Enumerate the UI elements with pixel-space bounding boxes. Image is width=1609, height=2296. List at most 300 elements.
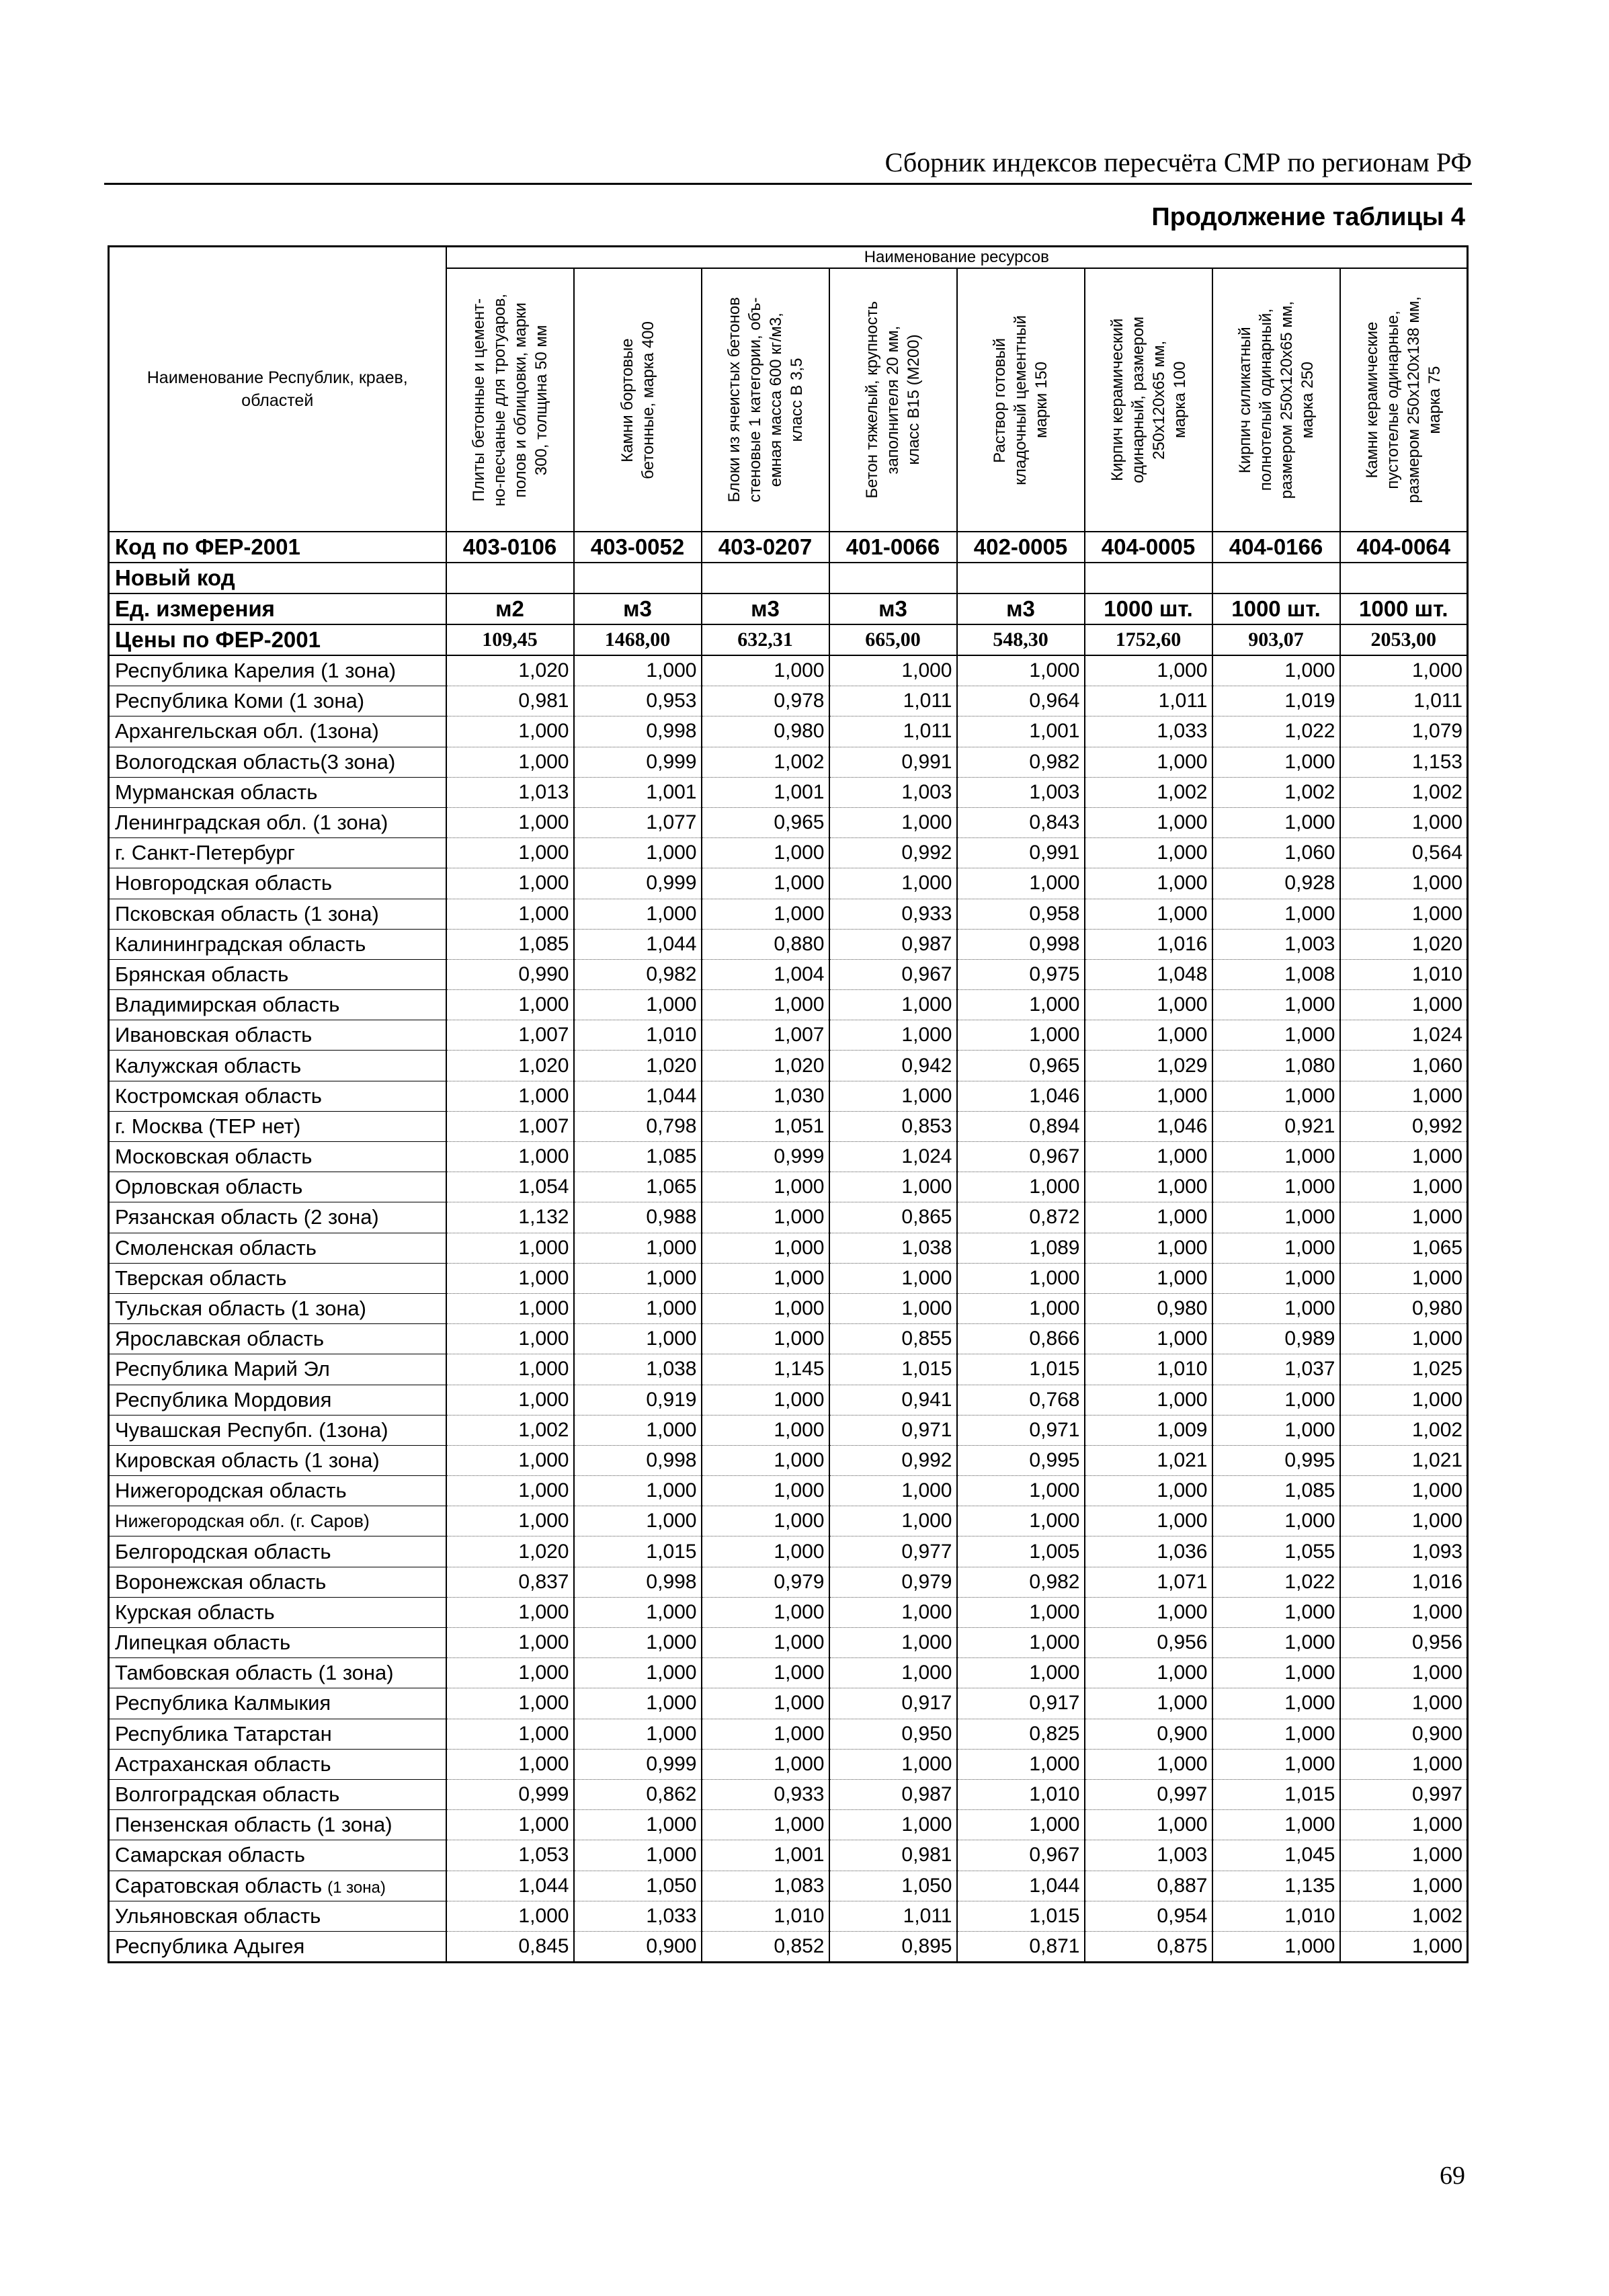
index-value: 0,988 xyxy=(574,1202,702,1233)
index-value: 0,979 xyxy=(702,1567,829,1597)
index-table xyxy=(108,245,1469,1963)
table-row xyxy=(109,1901,1468,1931)
region-name-text: Вологодская область(3 зона) xyxy=(115,749,396,774)
index-value: 1,000 xyxy=(574,1688,702,1719)
index-value: 1,000 xyxy=(1212,1688,1340,1719)
region-name xyxy=(109,1779,446,1809)
index-value: 1,000 xyxy=(829,1081,957,1111)
price-cell: 632,31 xyxy=(702,624,829,655)
index-value: 1,000 xyxy=(1212,1931,1340,1962)
region-name xyxy=(109,1719,446,1749)
index-value: 1,000 xyxy=(957,1263,1085,1293)
index-value: 1,029 xyxy=(1085,1051,1212,1081)
index-value: 1,000 xyxy=(702,1628,829,1658)
index-value: 1,000 xyxy=(1212,1628,1340,1658)
index-value: 1,000 xyxy=(1212,899,1340,929)
index-value: 1,037 xyxy=(1212,1354,1340,1385)
unit-cell: 1000 шт. xyxy=(1212,593,1340,624)
index-value: 1,000 xyxy=(446,1385,574,1415)
index-value: 0,992 xyxy=(829,1445,957,1475)
index-value: 1,000 xyxy=(446,1445,574,1475)
index-value: 1,000 xyxy=(829,1749,957,1779)
index-value: 1,145 xyxy=(702,1354,829,1385)
index-value: 1,000 xyxy=(1212,1293,1340,1323)
index-value: 1,000 xyxy=(702,868,829,899)
page-number: 69 xyxy=(1440,2162,1465,2190)
index-value: 1,044 xyxy=(574,1081,702,1111)
index-value: 0,845 xyxy=(446,1931,574,1962)
table-row xyxy=(109,1567,1468,1597)
table-row xyxy=(109,1536,1468,1567)
table-row xyxy=(109,929,1468,959)
index-value: 1,000 xyxy=(1085,747,1212,777)
unit-cell: м2 xyxy=(446,593,574,624)
index-value: 1,010 xyxy=(1212,1901,1340,1931)
table-row xyxy=(109,1871,1468,1901)
region-name-text: Республика Мордовия xyxy=(115,1387,332,1411)
index-value: 1,011 xyxy=(829,1901,957,1931)
index-value: 1,000 xyxy=(1212,1658,1340,1688)
region-name xyxy=(109,1354,446,1385)
index-value: 1,054 xyxy=(446,1172,574,1202)
unit-cell: м3 xyxy=(574,593,702,624)
index-value: 0,965 xyxy=(957,1051,1085,1081)
index-value: 1,000 xyxy=(574,990,702,1020)
index-value: 1,000 xyxy=(702,1172,829,1202)
region-name xyxy=(109,1597,446,1627)
resource-header xyxy=(1340,268,1468,532)
index-value: 1,000 xyxy=(1085,1749,1212,1779)
region-name xyxy=(109,747,446,777)
index-value: 0,564 xyxy=(1340,838,1468,868)
new-code-cell xyxy=(1212,563,1340,593)
index-value: 1,046 xyxy=(957,1081,1085,1111)
index-value: 1,002 xyxy=(1085,777,1212,807)
table-row xyxy=(109,990,1468,1020)
resource-name: Камни керамические пустотелые одинарные, размером 250х120х138 мм, марка 75 xyxy=(1363,296,1444,503)
index-value: 1,079 xyxy=(1340,716,1468,747)
index-value: 1,020 xyxy=(446,1051,574,1081)
index-value: 1,000 xyxy=(1212,990,1340,1020)
index-value: 1,000 xyxy=(1340,1840,1468,1871)
index-value: 0,941 xyxy=(829,1385,957,1415)
index-value: 1,019 xyxy=(1212,686,1340,716)
region-name xyxy=(109,1111,446,1141)
index-value: 0,954 xyxy=(1085,1901,1212,1931)
index-value: 0,921 xyxy=(1212,1111,1340,1141)
index-value: 1,000 xyxy=(829,868,957,899)
index-value: 1,000 xyxy=(957,1172,1085,1202)
index-value: 0,871 xyxy=(957,1931,1085,1962)
table-row xyxy=(109,777,1468,807)
price-label: Цены по ФЕР-2001 xyxy=(109,624,446,655)
region-name xyxy=(109,1293,446,1323)
region-name-text: Республика Татарстан xyxy=(115,1721,332,1746)
new-code-cell xyxy=(1085,563,1212,593)
region-name xyxy=(109,807,446,837)
resource-name: Камни бортовые бетонные, марка 400 xyxy=(618,321,657,479)
code-cell: 404-0005 xyxy=(1085,532,1212,563)
index-value: 1,001 xyxy=(574,777,702,807)
index-value: 1,000 xyxy=(702,1324,829,1354)
index-value: 0,900 xyxy=(574,1931,702,1962)
resources-group-header: Наименование ресурсов xyxy=(446,247,1468,269)
index-value: 1,000 xyxy=(446,747,574,777)
index-value: 1,000 xyxy=(1340,1597,1468,1627)
index-value: 1,000 xyxy=(1340,868,1468,899)
index-value: 0,862 xyxy=(574,1779,702,1809)
region-name xyxy=(109,1871,446,1901)
index-value: 1,000 xyxy=(1085,1233,1212,1263)
region-name-text: Нижегородская область xyxy=(115,1479,347,1503)
index-value: 1,000 xyxy=(1085,1658,1212,1688)
region-name-text: Ярославская область xyxy=(115,1327,324,1351)
index-value: 1,000 xyxy=(574,1810,702,1840)
index-value: 1,000 xyxy=(446,1658,574,1688)
index-value: 1,000 xyxy=(957,1020,1085,1051)
unit-cell: 1000 шт. xyxy=(1340,593,1468,624)
index-value: 1,015 xyxy=(829,1354,957,1385)
unit-row xyxy=(109,593,1468,624)
index-value: 1,000 xyxy=(957,1476,1085,1506)
index-value: 0,865 xyxy=(829,1202,957,1233)
index-value: 1,000 xyxy=(446,807,574,837)
region-name xyxy=(109,716,446,747)
table-row xyxy=(109,1445,1468,1475)
index-value: 0,982 xyxy=(957,1567,1085,1597)
region-name xyxy=(109,1506,446,1536)
code-cell: 403-0207 xyxy=(702,532,829,563)
index-value: 0,978 xyxy=(702,686,829,716)
code-cell: 402-0005 xyxy=(957,532,1085,563)
index-value: 1,010 xyxy=(1340,959,1468,989)
index-value: 1,000 xyxy=(574,1658,702,1688)
table-row xyxy=(109,1020,1468,1051)
index-value: 0,967 xyxy=(957,1840,1085,1871)
index-value: 1,000 xyxy=(1212,1142,1340,1172)
new-code-cell xyxy=(702,563,829,593)
price-cell: 548,30 xyxy=(957,624,1085,655)
region-name xyxy=(109,1567,446,1597)
index-value: 1,000 xyxy=(1340,1202,1468,1233)
region-name xyxy=(109,1324,446,1354)
index-value: 1,000 xyxy=(957,1628,1085,1658)
code-cell: 403-0106 xyxy=(446,532,574,563)
index-value: 0,798 xyxy=(574,1111,702,1141)
region-name xyxy=(109,1415,446,1445)
index-value: 1,000 xyxy=(446,1810,574,1840)
index-value: 1,000 xyxy=(1340,1385,1468,1415)
index-value: 1,000 xyxy=(574,655,702,686)
index-value: 0,992 xyxy=(1340,1111,1468,1141)
index-value: 1,051 xyxy=(702,1111,829,1141)
index-value: 1,000 xyxy=(574,1324,702,1354)
index-value: 1,016 xyxy=(1340,1567,1468,1597)
resource-name: Бетон тяжелый, крупность заполнителя 20 мм, класс В15 (М200) xyxy=(863,301,923,499)
index-value: 1,015 xyxy=(1212,1779,1340,1809)
table-row xyxy=(109,1658,1468,1688)
index-value: 1,132 xyxy=(446,1202,574,1233)
index-value: 1,000 xyxy=(1340,1324,1468,1354)
index-value: 0,964 xyxy=(957,686,1085,716)
unit-label: Ед. измерения xyxy=(109,593,446,624)
resource-name: Кирпич силикатный полнотелый одинарный, размером 250х120х65 мм, марка 250 xyxy=(1235,300,1317,499)
index-value: 1,000 xyxy=(957,990,1085,1020)
index-value: 0,855 xyxy=(829,1324,957,1354)
index-value: 1,000 xyxy=(957,1293,1085,1323)
code-cell: 403-0052 xyxy=(574,532,702,563)
code-cell: 404-0064 xyxy=(1340,532,1468,563)
table-row xyxy=(109,1354,1468,1385)
region-name-text: Калининградская область xyxy=(115,932,366,956)
index-value: 1,053 xyxy=(446,1840,574,1871)
index-value: 1,000 xyxy=(702,1597,829,1627)
index-value: 1,000 xyxy=(702,1749,829,1779)
index-value: 1,000 xyxy=(446,1688,574,1719)
index-value: 1,000 xyxy=(702,1445,829,1475)
index-value: 1,004 xyxy=(702,959,829,989)
index-value: 1,000 xyxy=(957,1810,1085,1840)
table-row xyxy=(109,1415,1468,1445)
index-value: 1,000 xyxy=(446,1597,574,1627)
index-value: 1,000 xyxy=(829,1810,957,1840)
index-value: 1,024 xyxy=(1340,1020,1468,1051)
index-value: 1,071 xyxy=(1085,1567,1212,1597)
index-value: 1,011 xyxy=(1085,686,1212,716)
table-row xyxy=(109,1385,1468,1415)
index-value: 1,000 xyxy=(1085,1142,1212,1172)
index-value: 1,000 xyxy=(702,1719,829,1749)
index-value: 1,000 xyxy=(702,990,829,1020)
index-value: 1,000 xyxy=(829,990,957,1020)
index-value: 0,933 xyxy=(702,1779,829,1809)
region-name-text: Пензенская область (1 зона) xyxy=(115,1813,393,1837)
price-row xyxy=(109,624,1468,655)
index-value: 1,000 xyxy=(1340,1749,1468,1779)
index-value: 1,044 xyxy=(957,1871,1085,1901)
unit-cell: м3 xyxy=(702,593,829,624)
region-name-text: Тверская область xyxy=(115,1266,287,1290)
index-value: 1,000 xyxy=(1085,1506,1212,1536)
index-value: 1,000 xyxy=(957,1597,1085,1627)
region-name xyxy=(109,1202,446,1233)
region-name-text: Республика Коми (1 зона) xyxy=(115,689,365,713)
table-row xyxy=(109,1202,1468,1233)
region-name xyxy=(109,1263,446,1293)
index-value: 1,038 xyxy=(574,1354,702,1385)
index-value: 1,016 xyxy=(1085,929,1212,959)
code-row xyxy=(109,532,1468,563)
index-value: 1,000 xyxy=(446,899,574,929)
index-value: 1,000 xyxy=(574,1840,702,1871)
region-name xyxy=(109,1233,446,1263)
index-value: 1,020 xyxy=(574,1051,702,1081)
index-value: 1,000 xyxy=(702,1688,829,1719)
region-name xyxy=(109,1172,446,1202)
index-value: 1,002 xyxy=(1340,1415,1468,1445)
index-value: 0,872 xyxy=(957,1202,1085,1233)
index-value: 0,900 xyxy=(1085,1719,1212,1749)
index-value: 1,025 xyxy=(1340,1354,1468,1385)
index-value: 1,135 xyxy=(1212,1871,1340,1901)
index-value: 1,000 xyxy=(1085,1597,1212,1627)
resource-name: Раствор готовый кладочный цементный марки 150 xyxy=(991,315,1050,485)
index-value: 1,000 xyxy=(1212,1202,1340,1233)
index-value: 1,060 xyxy=(1340,1051,1468,1081)
price-cell: 665,00 xyxy=(829,624,957,655)
index-value: 1,000 xyxy=(1340,1688,1468,1719)
index-value: 1,001 xyxy=(702,777,829,807)
index-value: 1,033 xyxy=(1085,716,1212,747)
index-value: 1,000 xyxy=(574,1597,702,1627)
index-value: 0,971 xyxy=(829,1415,957,1445)
region-name-text: Калужская область xyxy=(115,1053,302,1077)
index-value: 1,000 xyxy=(1085,1202,1212,1233)
region-name-text: Московская область xyxy=(115,1145,313,1169)
index-value: 0,837 xyxy=(446,1567,574,1597)
index-value: 1,000 xyxy=(446,1263,574,1293)
table-row xyxy=(109,686,1468,716)
index-value: 1,000 xyxy=(829,1172,957,1202)
code-label: Код по ФЕР-2001 xyxy=(109,532,446,563)
index-value: 1,000 xyxy=(574,1293,702,1323)
table-caption: Продолжение таблицы 4 xyxy=(1151,203,1465,231)
resource-name: Плиты бетонные и цемент- но-песчаные для тротуаров, полов и облицовки, марки 300, толщина 50 мм xyxy=(469,293,550,507)
index-value: 1,022 xyxy=(1212,716,1340,747)
index-value: 1,030 xyxy=(702,1081,829,1111)
index-value: 1,000 xyxy=(702,1506,829,1536)
index-value: 1,000 xyxy=(446,1506,574,1536)
table-row xyxy=(109,1111,1468,1141)
new-code-cell xyxy=(1340,563,1468,593)
index-value: 1,020 xyxy=(446,1536,574,1567)
index-value: 1,077 xyxy=(574,807,702,837)
index-value: 1,000 xyxy=(829,1597,957,1627)
index-value: 0,999 xyxy=(574,747,702,777)
index-value: 0,843 xyxy=(957,807,1085,837)
region-name-text: Кировская область (1 зона) xyxy=(115,1448,380,1472)
index-value: 1,000 xyxy=(1340,1506,1468,1536)
price-cell: 109,45 xyxy=(446,624,574,655)
index-value: 0,987 xyxy=(829,1779,957,1809)
index-value: 1,000 xyxy=(1340,655,1468,686)
unit-cell: м3 xyxy=(829,593,957,624)
index-value: 1,010 xyxy=(702,1901,829,1931)
resource-header xyxy=(1212,268,1340,532)
table-row xyxy=(109,1779,1468,1809)
unit-cell: 1000 шт. xyxy=(1085,593,1212,624)
index-value: 0,990 xyxy=(446,959,574,989)
index-value: 1,000 xyxy=(446,1354,574,1385)
index-value: 1,013 xyxy=(446,777,574,807)
region-name xyxy=(109,929,446,959)
resource-header xyxy=(829,268,957,532)
index-value: 1,000 xyxy=(1340,1172,1468,1202)
index-value: 0,999 xyxy=(446,1779,574,1809)
resource-header xyxy=(574,268,702,532)
region-name-text: Астраханская область xyxy=(115,1752,331,1776)
index-value: 0,953 xyxy=(574,686,702,716)
index-value: 1,000 xyxy=(1340,1810,1468,1840)
index-value: 1,000 xyxy=(446,1142,574,1172)
index-value: 0,894 xyxy=(957,1111,1085,1141)
region-name-text: Ленинградская обл. (1 зона) xyxy=(115,811,388,835)
table-row xyxy=(109,716,1468,747)
table-row xyxy=(109,1840,1468,1871)
price-cell: 1468,00 xyxy=(574,624,702,655)
index-value: 1,048 xyxy=(1085,959,1212,989)
index-value: 1,036 xyxy=(1085,1536,1212,1567)
index-value: 1,002 xyxy=(1340,1901,1468,1931)
index-value: 1,000 xyxy=(702,899,829,929)
index-value: 0,768 xyxy=(957,1385,1085,1415)
index-value: 0,979 xyxy=(829,1567,957,1597)
index-value: 1,000 xyxy=(1340,990,1468,1020)
index-value: 0,853 xyxy=(829,1111,957,1141)
region-name-text: Саратовская область xyxy=(115,1873,323,1897)
index-value: 1,000 xyxy=(1212,1081,1340,1111)
region-name-text: Брянская область xyxy=(115,962,289,986)
resource-header xyxy=(702,268,829,532)
region-name-text: Смоленская область xyxy=(115,1235,317,1260)
index-value: 1,000 xyxy=(1340,1142,1468,1172)
region-name-text: Рязанская область (2 зона) xyxy=(115,1205,379,1229)
region-name-text: Новгородская область xyxy=(115,871,333,895)
table-row xyxy=(109,1142,1468,1172)
region-name-text: Нижегородская обл. (г. Саров) xyxy=(115,1510,370,1531)
index-value: 1,153 xyxy=(1340,747,1468,777)
index-value: 1,007 xyxy=(446,1020,574,1051)
index-value: 1,080 xyxy=(1212,1051,1340,1081)
index-value: 0,991 xyxy=(829,747,957,777)
index-value: 1,011 xyxy=(829,686,957,716)
code-cell: 404-0166 xyxy=(1212,532,1340,563)
index-value: 1,011 xyxy=(1340,686,1468,716)
index-value: 1,000 xyxy=(1085,1385,1212,1415)
region-name xyxy=(109,899,446,929)
running-head: Сборник индексов пересчёта СМР по регионам РФ xyxy=(104,142,1472,185)
index-value: 1,000 xyxy=(1340,899,1468,929)
code-cell: 401-0066 xyxy=(829,532,957,563)
index-value: 1,020 xyxy=(702,1051,829,1081)
index-value: 1,000 xyxy=(829,807,957,837)
new-code-label: Новый код xyxy=(109,563,446,593)
region-name-text: Белгородская область xyxy=(115,1539,331,1563)
index-value: 1,000 xyxy=(574,1719,702,1749)
index-value: 1,000 xyxy=(702,655,829,686)
index-value: 0,956 xyxy=(1085,1628,1212,1658)
index-value: 1,000 xyxy=(446,1081,574,1111)
table-row xyxy=(109,959,1468,989)
index-value: 1,000 xyxy=(1085,868,1212,899)
index-value: 1,000 xyxy=(446,1901,574,1931)
index-value: 1,003 xyxy=(829,777,957,807)
region-name xyxy=(109,1901,446,1931)
index-value: 1,002 xyxy=(702,747,829,777)
index-value: 1,000 xyxy=(1212,1020,1340,1051)
table-row xyxy=(109,807,1468,837)
index-value: 1,038 xyxy=(829,1233,957,1263)
index-value: 1,000 xyxy=(1085,1476,1212,1506)
index-value: 1,010 xyxy=(1085,1354,1212,1385)
table-row xyxy=(109,899,1468,929)
index-value: 1,000 xyxy=(1085,655,1212,686)
index-value: 0,958 xyxy=(957,899,1085,929)
region-name xyxy=(109,959,446,989)
index-value: 1,003 xyxy=(1212,929,1340,959)
region-name-text: Костромская область xyxy=(115,1083,322,1108)
index-value: 0,975 xyxy=(957,959,1085,989)
